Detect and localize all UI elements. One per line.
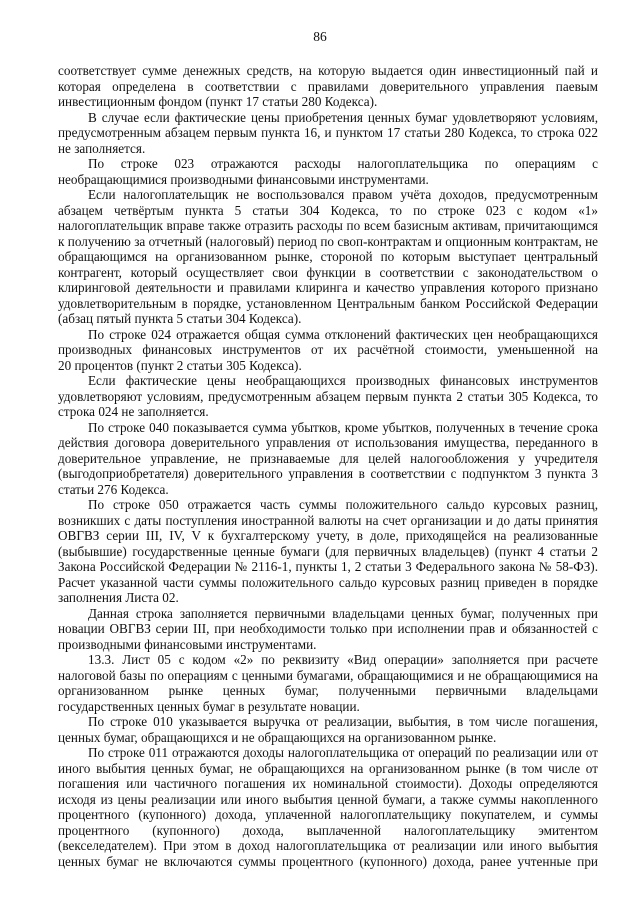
text-line: По строке 010 указывается выручка от реализации, выбытия, в том числе погашения,	[88, 714, 598, 729]
text-line: 13.3. Лист 05 с кодом «2» по реквизиту «Вид операции» заполняется при расчете	[88, 652, 598, 667]
text-line: возникших с даты поступления иностранной валюты на счет организации и до даты принятия	[58, 512, 598, 528]
text-line: действия договора доверительного управления от использования имущества, переданного в	[58, 435, 598, 450]
text-line: не заполняется.	[58, 140, 146, 156]
text-line: государственных ценных бумаг в результате новации.	[58, 698, 360, 714]
text-line: производными финансовыми инструментами.	[58, 636, 317, 652]
text-line: удовлетворительным в порядке, установленном Центральным банком Российской Федерации	[58, 295, 598, 311]
text-line: Если налогоплательщик не воспользовался правом учёта доходов, предусмотренным	[88, 187, 598, 202]
text-line: По строке 024 отражается общая сумма отклонений фактических цен необращающихся	[88, 326, 598, 342]
text-line: доверительное управление, не признаваемые для целей налогообложения у учредителя	[58, 450, 598, 466]
text-line: организованном рынке ценных бумаг, полученными первичными владельцами	[58, 683, 598, 698]
text-line: контрагент, который осуществляет свои функции в соответствии с законодательством о	[58, 264, 598, 280]
text-line: удовлетворяют условиям, предусмотренным абзацем первым пункта 2 статьи 305 Кодекса, то	[58, 388, 598, 404]
paragraph	[58, 187, 598, 327]
text-line: предусмотренным абзацем первым пункта 16, и пунктом 17 статьи 280 Кодекса, то строка 022	[58, 125, 598, 140]
text-line: погашения или частичного погашения их номинальной стоимости). Доходы определяются	[58, 776, 598, 791]
document-body	[58, 63, 598, 869]
text-line: (абзац пятый пункта 5 статьи 304 Кодекса).	[58, 311, 302, 326]
text-line: (выбывшие) государственные ценные бумаги (для первичных владельцев) (пункт 4 статьи 2	[58, 543, 598, 559]
paragraph	[58, 652, 598, 714]
text-line: иного выбытия ценных бумаг, не обращающихся на организованном рынке (в том числе от	[58, 760, 598, 776]
text-line: Данная строка заполняется первичными владельцами ценных бумаг, полученных при	[88, 605, 598, 621]
text-line: которая определена в соответствии с правилами доверительного управления паевым	[58, 78, 598, 94]
text-line: производных финансовых инструментов от их расчётной стоимости, уменьшенной на	[58, 342, 598, 357]
text-line: статьи 276 Кодекса.	[58, 481, 169, 497]
paragraph	[58, 110, 598, 157]
paragraph	[58, 745, 598, 869]
text-line: Закона Российской Федерации № 2116-1, пункты 1, 2 статьи 3 Федерального закона № 58-ФЗ).	[58, 559, 598, 574]
text-line: необращающимися производными финансовыми инструментами.	[58, 171, 429, 187]
text-line: строка 024 не заполняется.	[58, 404, 209, 419]
paragraph	[58, 156, 598, 187]
text-line: процентного (купонного) дохода, уплаченной налогоплательщику покупателем, и суммы	[58, 807, 598, 822]
text-line: налогоплательщик вправе также отразить расходы по всем базисным активам, причитающимся	[58, 218, 598, 233]
text-line: обращающимся на организованном рынке, стороной по которым выступает центральный	[58, 249, 598, 264]
paragraph	[58, 714, 598, 745]
paragraph	[58, 497, 598, 606]
text-line: По строке 023 отражаются расходы налогоплательщика по операциям с	[88, 156, 598, 171]
text-line: клиринговой деятельности и правилами клиринга и качество управления которого признано	[58, 280, 598, 295]
text-line: инвестиционным фондом (пункт 17 статьи 280 Кодекса).	[58, 94, 378, 109]
paragraph	[58, 327, 598, 374]
text-line: ОВГВЗ серии III, IV, V к бухгалтерскому учету, в доле, приходящейся на реализованные	[58, 528, 598, 543]
paragraph	[58, 63, 598, 110]
text-line: По строке 050 отражается часть суммы положительного сальдо курсовых разниц,	[88, 497, 598, 512]
text-line: к получению за отчетный (налоговый) период по своп-контрактам и опционным контрактам, не	[58, 233, 598, 249]
text-line: ценных бумаг, обращающихся и не обращающихся на организованном рынке.	[58, 729, 497, 745]
paragraph	[58, 420, 598, 498]
text-line: В случае если фактические цены приобретения ценных бумаг удовлетворяют условиям,	[88, 109, 598, 125]
page-number: 86	[313, 29, 327, 44]
text-line: 20 процентов (пункт 2 статьи 305 Кодекса).	[58, 357, 302, 373]
text-line: Если фактические цены необращающихся производных финансовых инструментов	[88, 373, 598, 388]
text-line: соответствует сумме денежных средств, на которую выдается один инвестиционный пай и	[58, 63, 598, 78]
text-line: По строке 011 отражаются доходы налогоплательщика от операций по реализации или от	[88, 745, 598, 760]
paragraph	[58, 606, 598, 653]
text-line: (выгодоприобретателя) доверительного управления в соответствии с подпунктом 3 пункта 3	[58, 466, 598, 481]
text-line: исходя из цены реализации или иного выбытия ценной бумаги, а также суммы накопленного	[58, 791, 598, 807]
text-line: ценных бумаг не включаются суммы процентного (купонного) дохода, ранее учтенные при	[58, 853, 598, 869]
text-line: Расчет указанной части суммы положительного сальдо курсовых разниц приведен в порядке	[58, 574, 598, 590]
text-line: По строке 040 показывается сумма убытков, кроме убытков, полученных в течение срока	[88, 419, 598, 435]
text-line: абзацем четвёртым пункта 5 статьи 304 Кодекса, то по строке 023 с кодом «1»	[58, 202, 598, 218]
text-line: процентного (купонного) дохода, выплаченной налогоплательщику эмитентом	[58, 822, 598, 838]
text-line: заполнения Листа 02.	[58, 590, 179, 605]
text-line: новации ОВГВЗ серии III, при необходимости только при исполнении прав и обязанностей с	[58, 621, 598, 636]
paragraph	[58, 373, 598, 420]
text-line: (векселедателем). При этом в доход налогоплательщика от реализации или иного выбытия	[58, 838, 598, 853]
text-line: налоговой базы по операциям с ценными бумагами, обращающимися и не обращающимися на	[58, 667, 598, 683]
